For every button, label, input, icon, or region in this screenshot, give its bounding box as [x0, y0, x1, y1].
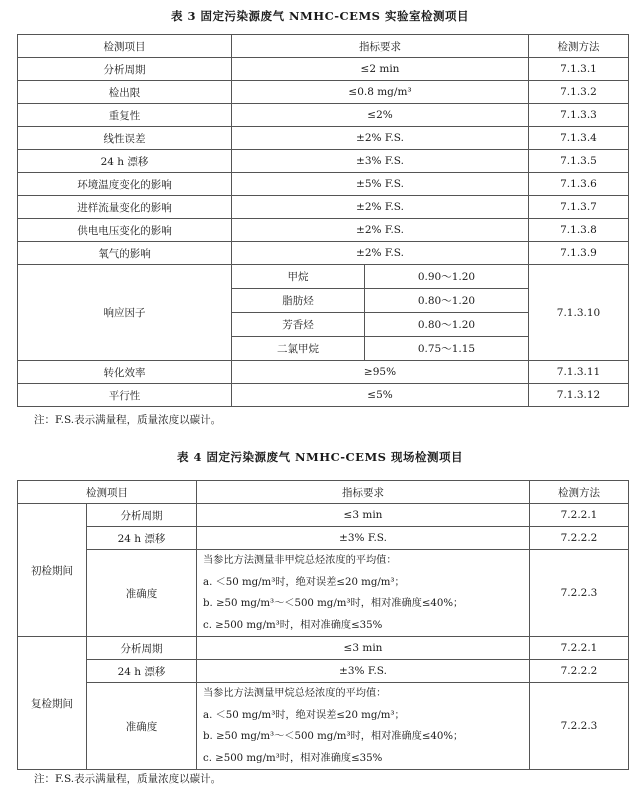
t3-req: ±2% F.S. [232, 242, 529, 265]
table-row [18, 660, 629, 683]
t4-header-req: 指标要求 [197, 481, 530, 504]
t3-req: ±2% F.S. [232, 219, 529, 242]
table-row [18, 219, 629, 242]
t3-item: 24 h 漂移 [18, 150, 232, 173]
t3-item: 进样流量变化的影响 [18, 196, 232, 219]
t3-method: 7.1.3.3 [529, 104, 629, 127]
t3-method: 7.1.3.6 [529, 173, 629, 196]
t3-method: 7.1.3.1 [529, 58, 629, 81]
t4-method: 7.2.2.2 [530, 527, 629, 550]
table-row [18, 550, 629, 637]
t3-factor-name: 二氯甲烷 [232, 337, 365, 361]
t3-header-req: 指标要求 [232, 35, 529, 58]
t4-item: 准确度 [87, 550, 197, 637]
table-row [18, 127, 629, 150]
table3 [17, 34, 629, 407]
t3-method: 7.1.3.2 [529, 81, 629, 104]
table-row [18, 196, 629, 219]
table-row [18, 637, 629, 660]
t3-factor-range: 0.90～1.20 [365, 265, 529, 289]
t3-item: 氧气的影响 [18, 242, 232, 265]
t4-accuracy-line: c. ≥500 mg/m³时，相对准确度≤35% [203, 619, 383, 631]
t3-header-item: 检测项目 [18, 35, 232, 58]
t4-req: ±3% F.S. [197, 527, 530, 550]
t4-item: 24 h 漂移 [87, 660, 197, 683]
table-row [18, 504, 629, 527]
t3-factor-range: 0.80～1.20 [365, 313, 529, 337]
t3-method: 7.1.3.12 [529, 384, 629, 407]
table4-note: 注：F.S.表示满量程，质量浓度以碳计。 [34, 773, 222, 785]
table-row [18, 150, 629, 173]
t4-header-item: 检测项目 [18, 481, 197, 504]
t3-item: 平行性 [18, 384, 232, 407]
t3-factor-range: 0.75～1.15 [365, 337, 529, 361]
t4-header-method: 检测方法 [530, 481, 629, 504]
t3-response-factor-method: 7.1.3.10 [529, 265, 629, 361]
t3-factor-name: 甲烷 [232, 265, 365, 289]
t3-req: ≤0.8 mg/m³ [232, 81, 529, 104]
t3-req: ±2% F.S. [232, 127, 529, 150]
t4-accuracy-line: 当参比方法测量非甲烷总烃浓度的平均值： [203, 555, 397, 566]
t3-response-factor-item: 响应因子 [18, 265, 232, 361]
t3-factor-name: 脂肪烃 [232, 289, 365, 313]
t4-req: ±3% F.S. [197, 660, 530, 683]
t3-method: 7.1.3.7 [529, 196, 629, 219]
t3-item: 检出限 [18, 81, 232, 104]
t4-method: 7.2.2.1 [530, 504, 629, 527]
table4-title: 表 4 固定污染源废气 NMHC-CEMS 现场检测项目 [176, 450, 463, 464]
t3-req: ≥95% [232, 361, 529, 384]
table-row [18, 384, 629, 407]
t4-req: ≤3 min [197, 504, 530, 527]
t3-factor-name: 芳香烃 [232, 313, 365, 337]
t3-method: 7.1.3.8 [529, 219, 629, 242]
t4-item: 分析周期 [87, 504, 197, 527]
t3-item: 供电电压变化的影响 [18, 219, 232, 242]
table3-note: 注：F.S.表示满量程，质量浓度以碳计。 [34, 414, 222, 426]
t3-item: 分析周期 [18, 58, 232, 81]
t4-method: 7.2.2.2 [530, 660, 629, 683]
t4-phase: 复检期间 [18, 637, 87, 770]
t3-req: ≤2% [232, 104, 529, 127]
t4-item: 分析周期 [87, 637, 197, 660]
t3-item: 环境温度变化的影响 [18, 173, 232, 196]
t3-factor-range: 0.80～1.20 [365, 289, 529, 313]
t4-item: 准确度 [87, 683, 197, 770]
t3-item: 线性误差 [18, 127, 232, 150]
t4-method: 7.2.2.3 [530, 683, 629, 770]
table-row [18, 58, 629, 81]
t4-accuracy-req [197, 683, 530, 770]
table-row [18, 527, 629, 550]
table-row [18, 265, 629, 289]
t3-method: 7.1.3.11 [529, 361, 629, 384]
t4-accuracy-line: a. ＜50 mg/m³时，绝对误差≤20 mg/m³； [203, 709, 405, 721]
t4-accuracy-line: a. ＜50 mg/m³时，绝对误差≤20 mg/m³； [203, 576, 405, 588]
t3-item: 转化效率 [18, 361, 232, 384]
t3-req: ±5% F.S. [232, 173, 529, 196]
t3-header-method: 检测方法 [529, 35, 629, 58]
table-row [18, 242, 629, 265]
t4-accuracy-line: b. ≥50 mg/m³～＜500 mg/m³时，相对准确度≤40%； [203, 731, 464, 742]
table3-title: 表 3 固定污染源废气 NMHC-CEMS 实验室检测项目 [170, 9, 469, 23]
t4-phase: 初检期间 [18, 504, 87, 637]
t3-item: 重复性 [18, 104, 232, 127]
t4-accuracy-line: c. ≥500 mg/m³时，相对准确度≤35% [203, 752, 383, 764]
t4-method: 7.2.2.3 [530, 550, 629, 637]
t3-method: 7.1.3.5 [529, 150, 629, 173]
t4-item: 24 h 漂移 [87, 527, 197, 550]
t4-req: ≤3 min [197, 637, 530, 660]
t3-req: ±2% F.S. [232, 196, 529, 219]
t4-accuracy-line: b. ≥50 mg/m³～＜500 mg/m³时，相对准确度≤40%； [203, 598, 464, 609]
table-row [18, 173, 629, 196]
t3-req: ±3% F.S. [232, 150, 529, 173]
t3-method: 7.1.3.9 [529, 242, 629, 265]
t3-req: ≤5% [232, 384, 529, 407]
t3-method: 7.1.3.4 [529, 127, 629, 150]
table-row [18, 683, 629, 770]
t4-method: 7.2.2.1 [530, 637, 629, 660]
table-row [18, 81, 629, 104]
table-row [18, 104, 629, 127]
t4-accuracy-line: 当参比方法测量甲烷总烃浓度的平均值： [203, 688, 387, 699]
t4-accuracy-req [197, 550, 530, 637]
table-row [18, 361, 629, 384]
table4 [17, 480, 629, 770]
t3-req: ≤2 min [232, 58, 529, 81]
